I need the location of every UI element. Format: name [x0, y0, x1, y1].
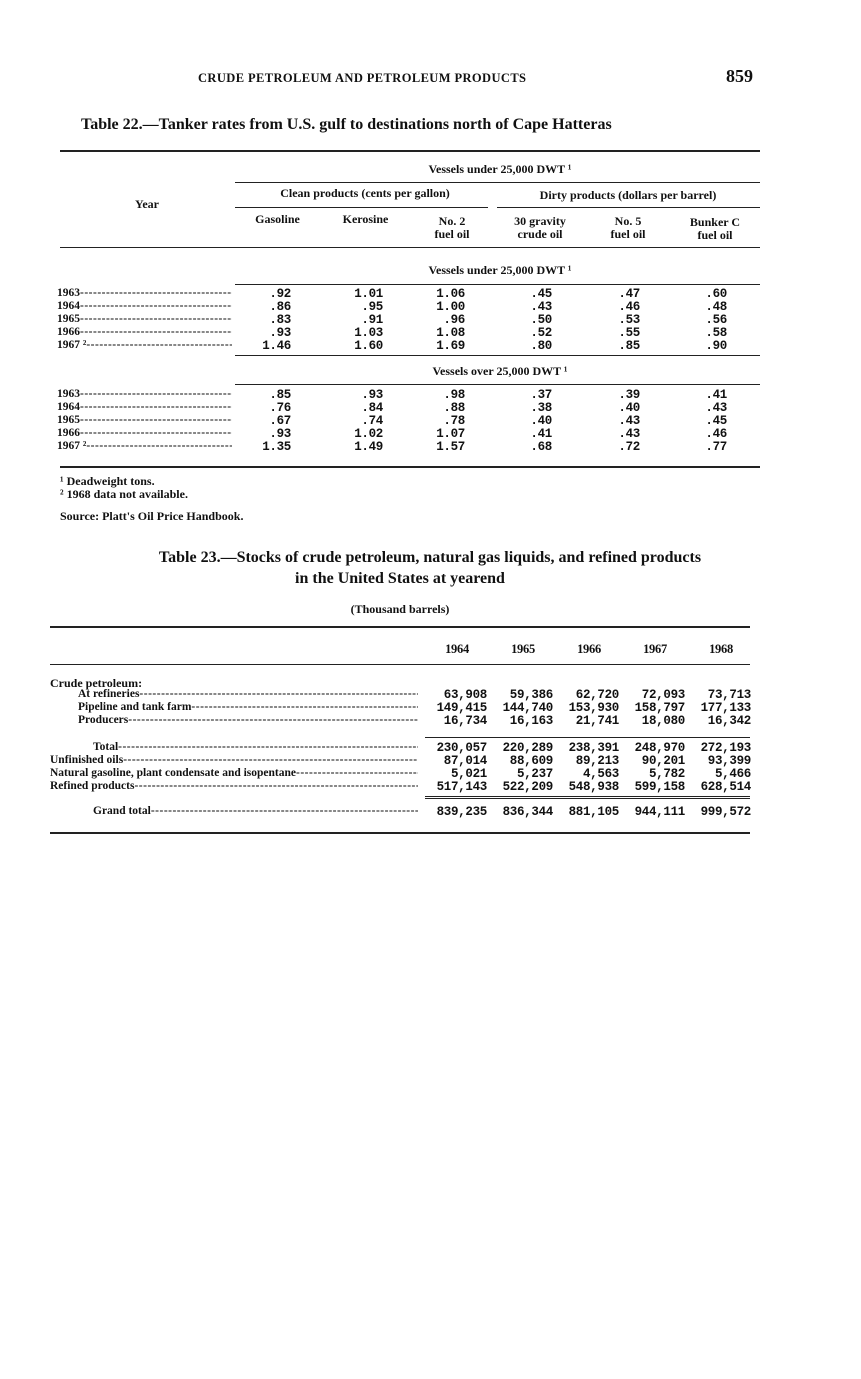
table23-cell: 72,093 — [641, 688, 685, 702]
table23-title-line2: in the United States at yearend — [295, 570, 505, 587]
table23-grandtotal-rule — [425, 796, 750, 799]
table22-section1-rule — [235, 284, 760, 285]
year-label: 1963 — [57, 287, 80, 299]
table23-year-header: 1967 — [643, 642, 667, 656]
table23-year-header: 1964 — [445, 642, 469, 656]
year-label: 1964 — [57, 401, 80, 413]
table22-row-year — [57, 388, 232, 400]
table22-cell: 1.57 — [436, 440, 465, 454]
table23-cell: 548,938 — [568, 780, 619, 794]
table22-cell: .85 — [618, 339, 640, 353]
table23-row-label — [50, 754, 418, 766]
table22-cell: .92 — [269, 287, 291, 301]
table23-cell: 90,201 — [641, 754, 685, 768]
table22-cell: .98 — [443, 388, 465, 402]
table23-bottom-rule — [50, 832, 750, 834]
table22-header-rule — [60, 247, 760, 248]
table22-cell: 1.46 — [262, 339, 291, 353]
table22-cell: .48 — [705, 300, 727, 314]
table23-cell: 881,105 — [568, 805, 619, 819]
table22-col-no2-fuel-oil: No. 2 fuel oil — [434, 214, 470, 241]
table22-cell: .88 — [443, 401, 465, 415]
row-label-text: Producers — [78, 714, 129, 726]
table22-cell: 1.07 — [436, 427, 465, 441]
table22-cell: .45 — [530, 287, 552, 301]
table23-cell: 5,237 — [516, 767, 553, 781]
table23-cell: 628,514 — [700, 780, 751, 794]
table22-cell: .85 — [269, 388, 291, 402]
table23-cell: 21,741 — [575, 714, 619, 728]
table23-top-rule — [50, 626, 750, 628]
table23-cell: 63,908 — [443, 688, 487, 702]
table22-cell: .83 — [269, 313, 291, 327]
table22-col-gasoline: Gasoline — [255, 212, 300, 226]
table22-cell: .77 — [705, 440, 727, 454]
table22-section2-rule — [235, 384, 760, 385]
table22-cell: .86 — [269, 300, 291, 314]
year-label: 1963 — [57, 388, 80, 400]
table22-spanner: Vessels under 25,000 DWT ¹ — [428, 162, 572, 176]
table23-subtotal-rule — [425, 737, 750, 738]
row-label-text: At refineries — [78, 688, 140, 700]
table22-cell: .91 — [361, 313, 383, 327]
table23-cell: 18,080 — [641, 714, 685, 728]
year-label: 1965 — [57, 313, 80, 325]
table23-year-header: 1966 — [577, 642, 601, 656]
table23-row-label — [78, 688, 418, 700]
table23-group-label: Crude petroleum: — [50, 676, 143, 690]
table23-cell: 272,193 — [700, 741, 751, 755]
table22-cell: .43 — [705, 401, 727, 415]
table22-row-year — [57, 313, 232, 325]
table22-cell: 1.49 — [354, 440, 383, 454]
table23-cell: 5,021 — [450, 767, 487, 781]
table23-cell: 517,143 — [436, 780, 487, 794]
table23-cell: 73,713 — [707, 688, 751, 702]
table22-cell: .43 — [530, 300, 552, 314]
row-label-text: Grand total — [93, 805, 151, 817]
table23-cell: 230,057 — [436, 741, 487, 755]
table22-cell: .37 — [530, 388, 552, 402]
table22-cell: .56 — [705, 313, 727, 327]
table23-cell: 93,399 — [707, 754, 751, 768]
table22-row-year — [57, 339, 232, 351]
table23-year-header: 1968 — [709, 642, 733, 656]
table22-cell: .47 — [618, 287, 640, 301]
table22-row-year — [57, 326, 232, 338]
table23-cell: 238,391 — [568, 741, 619, 755]
year-label: 1967 ² — [57, 440, 87, 452]
table22-cell: .95 — [361, 300, 383, 314]
table22-cell: .93 — [361, 388, 383, 402]
table23-cell: 5,782 — [648, 767, 685, 781]
table22-row-year — [57, 287, 232, 299]
table23-cell: 87,014 — [443, 754, 487, 768]
table23-cell: 522,209 — [502, 780, 553, 794]
table22-cell: 1.01 — [354, 287, 383, 301]
table23-cell: 944,111 — [634, 805, 685, 819]
table23-cell: 5,466 — [714, 767, 751, 781]
table22-cell: 1.03 — [354, 326, 383, 340]
table23-cell: 158,797 — [634, 701, 685, 715]
year-label: 1966 — [57, 427, 80, 439]
table23-row-label — [78, 701, 418, 713]
table23-cell: 248,970 — [634, 741, 685, 755]
table22-cell: .96 — [443, 313, 465, 327]
table23-cell: 149,415 — [436, 701, 487, 715]
table22-cell: .74 — [361, 414, 383, 428]
table22-cell: 1.06 — [436, 287, 465, 301]
table22-section1-label: Vessels under 25,000 DWT ¹ — [428, 263, 572, 277]
table22-row-year — [57, 401, 232, 413]
table22-cell: .90 — [705, 339, 727, 353]
table22-cell: 1.69 — [436, 339, 465, 353]
table23-cell: 16,342 — [707, 714, 751, 728]
year-label: 1966 — [57, 326, 80, 338]
year-label: 1964 — [57, 300, 80, 312]
table22-group-clean-rule — [235, 207, 488, 208]
table22-cell: .43 — [618, 414, 640, 428]
table22-footnote-1: ¹ Deadweight tons. — [60, 474, 155, 488]
table22-cell: 1.60 — [354, 339, 383, 353]
table22-section2-label: Vessels over 25,000 DWT ¹ — [432, 364, 568, 378]
table22-stub-header: Year — [135, 197, 159, 211]
row-label-text: Natural gasoline, plant condensate and isopentane — [50, 767, 297, 779]
table22-bottom-rule — [60, 466, 760, 468]
table22-cell: 1.08 — [436, 326, 465, 340]
table22-cell: .45 — [705, 414, 727, 428]
table22-col-kerosine: Kerosine — [342, 212, 389, 226]
table22-cell: .84 — [361, 401, 383, 415]
row-label-text: Unfinished oils — [50, 754, 124, 766]
page-number: 859 — [726, 66, 753, 86]
table22-cell: 1.02 — [354, 427, 383, 441]
table22-cell: .60 — [705, 287, 727, 301]
table22-cell: 1.00 — [436, 300, 465, 314]
table22-cell: .67 — [269, 414, 291, 428]
table22-cell: .40 — [618, 401, 640, 415]
table22-group-dirty: Dirty products (dollars per barrel) — [539, 188, 717, 202]
table22-cell: .72 — [618, 440, 640, 454]
table22-cell: .52 — [530, 326, 552, 340]
table22-row-year — [57, 440, 232, 452]
table22-col-no5-fuel-oil: No. 5 fuel oil — [610, 214, 646, 241]
table22-group-dirty-rule — [497, 207, 760, 208]
year-label: 1967 ² — [57, 339, 87, 351]
table23-cell: 836,344 — [502, 805, 553, 819]
table22-cell: .53 — [618, 313, 640, 327]
table22-cell: .68 — [530, 440, 552, 454]
table22-row-year — [57, 300, 232, 312]
table23-year-header: 1965 — [511, 642, 535, 656]
table23-row-label — [93, 741, 418, 753]
table23-row-label — [50, 767, 418, 779]
table22-cell: .46 — [705, 427, 727, 441]
table23-cell: 599,158 — [634, 780, 685, 794]
table22-cell: .58 — [705, 326, 727, 340]
table23-cell: 16,163 — [509, 714, 553, 728]
table22-cell: .80 — [530, 339, 552, 353]
table22-group-clean: Clean products (cents per gallon) — [280, 186, 450, 200]
table22-footnote-2: ² 1968 data not available. — [60, 487, 188, 501]
table22-cell: .76 — [269, 401, 291, 415]
row-label-text: Total — [93, 741, 119, 753]
running-head: CRUDE PETROLEUM AND PETROLEUM PRODUCTS — [198, 71, 527, 85]
table23-cell: 4,563 — [582, 767, 619, 781]
table22-col-30-gravity-crude: 30 gravity crude oil — [514, 214, 566, 241]
table22-cell: .39 — [618, 388, 640, 402]
table22-section2-top-rule — [235, 355, 760, 356]
table23-header-rule — [50, 664, 750, 665]
table22-cell: .93 — [269, 326, 291, 340]
table22-top-rule — [60, 150, 760, 152]
table23-cell: 220,289 — [502, 741, 553, 755]
table22-cell: .41 — [530, 427, 552, 441]
table23-title-line1: Table 23.—Stocks of crude petroleum, natural gas liquids, and refined products — [158, 549, 702, 566]
table22-cell: .41 — [705, 388, 727, 402]
table22-cell: .55 — [618, 326, 640, 340]
table22-cell: .38 — [530, 401, 552, 415]
table22-cell: .93 — [269, 427, 291, 441]
table23-cell: 62,720 — [575, 688, 619, 702]
row-label-text: Refined products — [50, 780, 135, 792]
table22-cell: .43 — [618, 427, 640, 441]
table22-cell: .46 — [618, 300, 640, 314]
table23-row-label — [93, 805, 418, 817]
table23-cell: 89,213 — [575, 754, 619, 768]
table22-cell: 1.35 — [262, 440, 291, 454]
table23-cell: 144,740 — [502, 701, 553, 715]
table23-cell: 59,386 — [509, 688, 553, 702]
table22-cell: .40 — [530, 414, 552, 428]
year-label: 1965 — [57, 414, 80, 426]
table23-unit: (Thousand barrels) — [350, 602, 450, 616]
table22-source: Source: Platt's Oil Price Handbook. — [60, 509, 244, 523]
table22-col-bunker-c: Bunker C fuel oil — [689, 215, 741, 242]
row-label-text: Pipeline and tank farm — [78, 701, 192, 713]
table22-title: Table 22.—Tanker rates from U.S. gulf to destinations north of Cape Hatteras — [81, 116, 612, 133]
table22-spanner-rule — [235, 182, 760, 183]
table23-cell: 177,133 — [700, 701, 751, 715]
table22-row-year — [57, 427, 232, 439]
table22-cell: .50 — [530, 313, 552, 327]
table22-row-year — [57, 414, 232, 426]
table23-cell: 88,609 — [509, 754, 553, 768]
table23-cell: 839,235 — [436, 805, 487, 819]
table23-cell: 999,572 — [700, 805, 751, 819]
table22-cell: .78 — [443, 414, 465, 428]
table23-cell: 153,930 — [568, 701, 619, 715]
table23-row-label — [78, 714, 418, 726]
table23-cell: 16,734 — [443, 714, 487, 728]
table23-row-label — [50, 780, 418, 792]
